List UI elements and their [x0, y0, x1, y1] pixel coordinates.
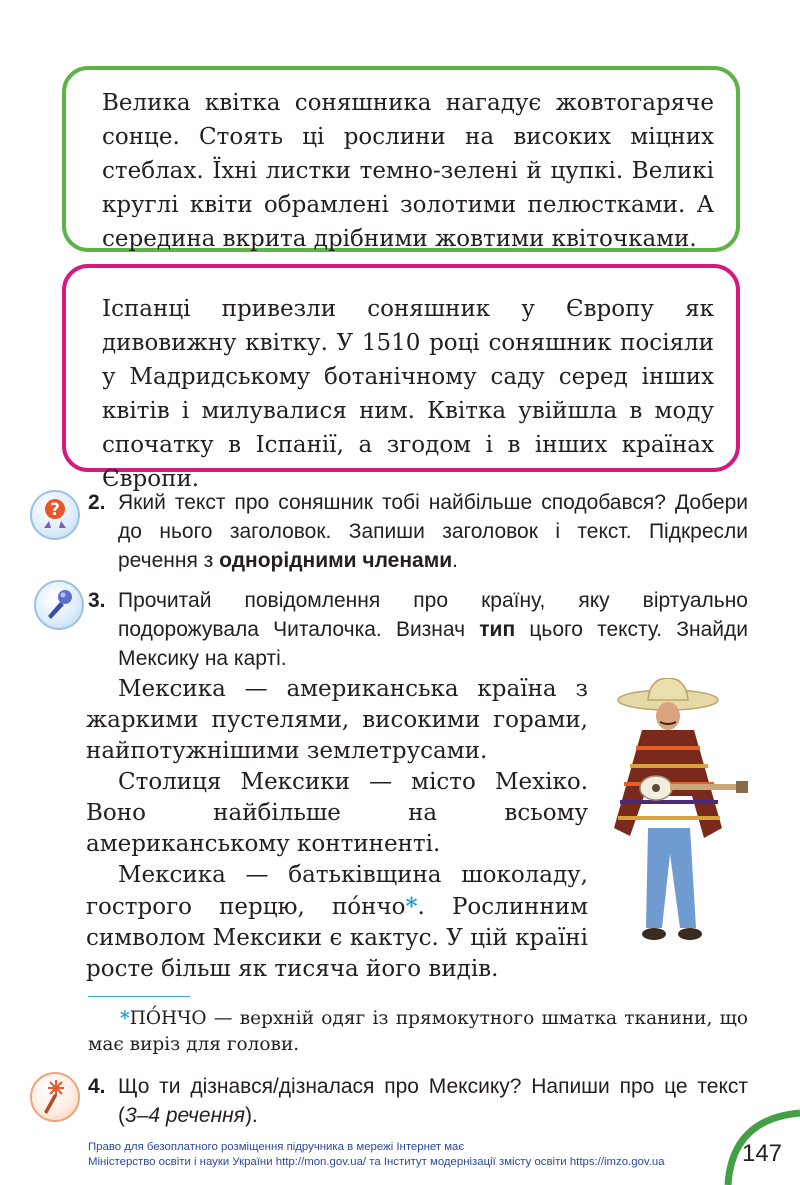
footnote-definition: — верхній одяг із прямокутного шматка тканини, що має виріз для голови.	[88, 1008, 748, 1055]
task-3-text	[118, 586, 748, 673]
mexico-paragraph-1: Мексика — американська країна з жаркими пустелями, високими горами, найпотужнішими землетрусами.	[86, 676, 588, 764]
footnote-star: *	[120, 1008, 130, 1029]
task-4-text	[118, 1072, 748, 1130]
mexico-paragraph-3	[86, 860, 588, 985]
mexican-man-illustration	[600, 678, 750, 948]
footnote-marker: *	[405, 893, 418, 920]
pencil-sparkle-icon	[30, 1072, 80, 1122]
svg-text:?: ?	[50, 500, 60, 520]
mexico-paragraph-2: Столиця Мексики — місто Мехіко. Воно найбільше на всьому американському континенті.	[86, 769, 588, 857]
footnote-term: ПО́НЧО	[129, 1008, 207, 1029]
task-3	[88, 586, 748, 673]
task-2-bold-term: однорідними членами	[219, 549, 453, 572]
task-4-text-end: ).	[244, 1104, 258, 1127]
task-3-number: 3.	[88, 589, 106, 612]
footnote-divider	[88, 996, 190, 997]
poncho-footnote	[88, 1006, 748, 1058]
task-2-text	[118, 488, 748, 575]
page-number: 147	[741, 1140, 783, 1167]
task-2-text-end: .	[452, 549, 458, 572]
rights-notice-line-1: Право для безоплатного розміщення підручника в мережі Інтернет має	[88, 1141, 465, 1153]
question-icon	[30, 490, 80, 540]
task-3-text-part: Прочитай повідомлення про країну, яку віртуально подорожувала Читалочка. Визнач	[118, 589, 748, 641]
task-4-number: 4.	[88, 1075, 106, 1098]
mexico-paragraph-3-part: Мексика — батьківщина шоколаду, гострого перцю, по́нчо	[86, 862, 588, 920]
task-4-text-part: Що ти дізнався/дізналася про Мексику? Напиши про це текст (	[118, 1075, 748, 1127]
task-2-text-part: Який текст про соняшник тобі найбільше сподобався? Добери до нього заголовок. Запиши заголовок і текст. Підкресли речення з	[118, 491, 748, 572]
task-3-bold-term: тип	[479, 618, 516, 641]
mexico-paragraph-3-end: . Рослинним символом Мексики є кактус. У цій країні росте більш як тисяча його видів.	[86, 894, 588, 982]
task-4-italic-hint: 3–4 речення	[125, 1104, 245, 1127]
task-2	[88, 488, 748, 575]
sunflower-history-text: Іспанці привезли соняшник у Європу як дивовижну квітку. У 1510 році соняшник посіяли у Мадридському ботанічному саду серед інших квітів і милувалися ним. Квітка увійшла в моду спочатку в Іспанії, а згодом і в інших країнах Європи.	[102, 296, 714, 492]
task-2-number: 2.	[88, 491, 106, 514]
sunflower-description-box	[62, 66, 740, 252]
sunflower-history-box	[62, 264, 740, 492]
mexico-article	[86, 674, 588, 985]
sunflower-description-text: Велика квітка соняшника нагадує жовтогаряче сонце. Стоять ці рослини на високих міцних стеблах. Їхні листки темно-зелені й цупкі. Великі круглі квіти обрамлені золотими пелюстками. А середина вкрита дрібними жовтими квіточками.	[102, 90, 714, 252]
rights-notice-line-2: Міністерство освіти і науки України http://mon.gov.ua/ та Інститут модернізації змісту освіти https://imzo.gov.ua	[88, 1156, 665, 1168]
task-3-text-end: цього тексту. Знайди Мексику на карті.	[118, 618, 749, 670]
microphone-icon	[34, 580, 84, 630]
rights-notice	[88, 1140, 728, 1170]
task-4	[88, 1072, 748, 1130]
